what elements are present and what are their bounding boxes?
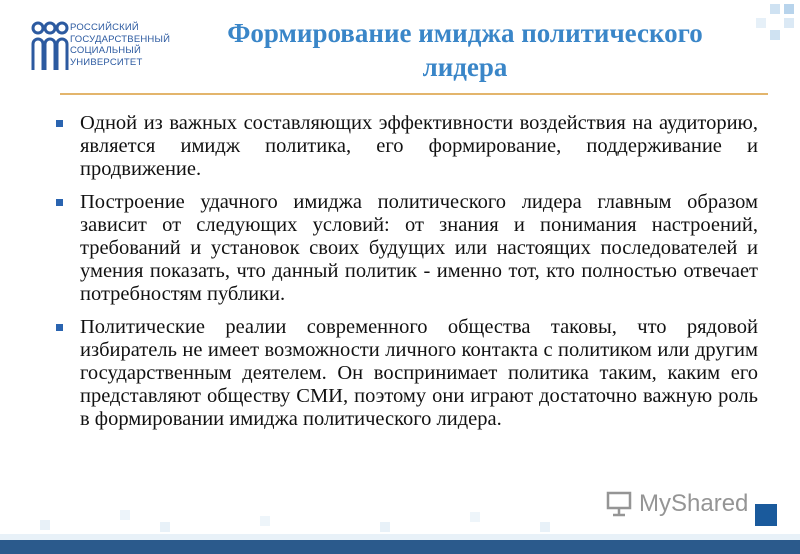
watermark-text: MyShared — [639, 490, 749, 517]
bullet-text: Построение удачного имиджа политического лидера главным образом зависит от следующих условий: от знания и понимания настроений, требований и установок своих будущих или настоящих последователей и умения показать, что данный политик - именно тот, кто полностью отвечает потребностям публики. — [80, 191, 758, 305]
title-divider — [60, 93, 768, 95]
slide-title — [160, 16, 770, 84]
slide-title-line-1: Формирование имиджа политического — [227, 18, 703, 48]
people-logo-icon — [30, 20, 70, 72]
university-name-line: УНИВЕРСИТЕТ — [70, 56, 143, 68]
university-name-line: ГОСУДАРСТВЕННЫЙ — [70, 33, 171, 45]
corner-accent-box — [755, 504, 777, 526]
myshared-watermark[interactable] — [605, 490, 748, 518]
bullet-text: Политические реалии современного общества таковы, что рядовой избиратель не имеет возможности личного контакта с политиком или другим государственным деятелем. Он воспринимает политика таким, каким его представляют обществу СМИ, поэтому они играют достаточно важную роль в формировании имиджа политического лидера. — [80, 316, 758, 430]
square-bullet-icon — [56, 199, 63, 206]
footer-band — [0, 540, 800, 554]
university-name-line: РОССИЙСКИЙ — [70, 22, 139, 33]
bullet-item — [52, 112, 758, 181]
bullet-item — [52, 316, 758, 431]
square-bullet-icon — [56, 120, 63, 127]
bullet-item — [52, 191, 758, 306]
bullet-text: Одной из важных составляющих эффективности воздействия на аудиторию, является имидж политика, его формирование, поддерживание и продвижение. — [80, 112, 758, 180]
university-name — [70, 22, 170, 68]
university-name-line: СОЦИАЛЬНЫЙ — [70, 45, 142, 56]
presentation-board-icon — [605, 490, 633, 518]
bullet-list — [52, 112, 758, 441]
slide-title-line-2: лидера — [422, 52, 508, 82]
square-bullet-icon — [56, 324, 63, 331]
